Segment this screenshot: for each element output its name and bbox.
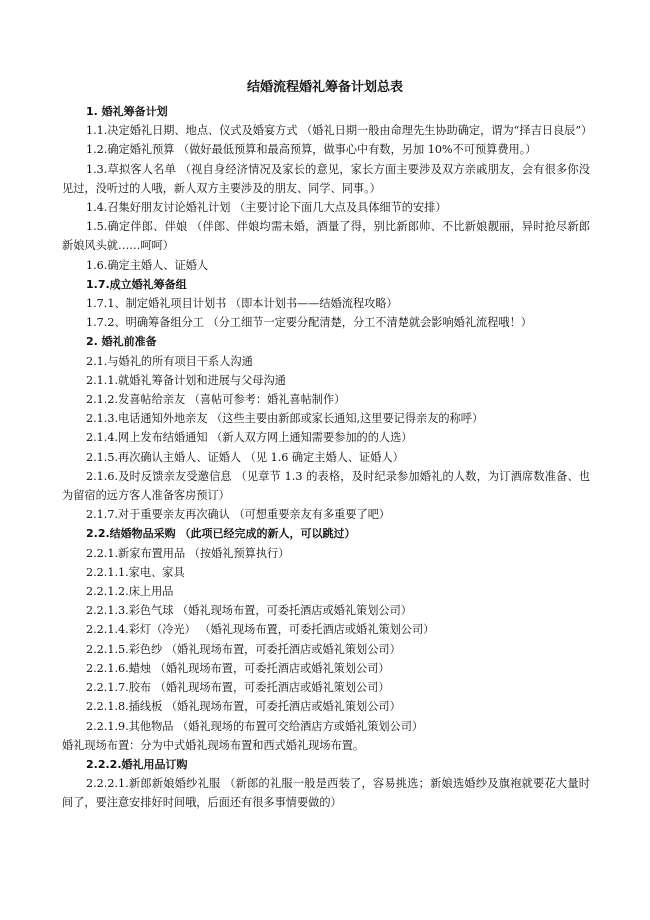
paragraph: 1.4.召集好朋友讨论婚礼计划 （主要讨论下面几大点及具体细节的安排） [86, 201, 447, 215]
paragraph: 2.2.1.2.床上用品 [86, 585, 174, 599]
paragraph: 1.2.确定婚礼预算 （做好最低预算和最高预算，做事心中有数，另加 10%不可预算费用。） [86, 143, 537, 157]
paragraph: 2.2.1.9.其他物品 （婚礼现场的布置可交给酒店方或婚礼策划公司） [86, 719, 424, 733]
paragraph: 2.2.1.6.蜡烛 （婚礼现场布置，可委托酒店或婚礼策划公司） [86, 661, 390, 675]
paragraph: 2.2.1.7.胶布 （婚礼现场布置，可委托酒店或婚礼策划公司） [86, 681, 390, 695]
paragraph: 2.1.2.发喜帖给亲友 （喜帖可参考：婚礼喜帖制作） [86, 393, 346, 407]
paragraph: 2.1.6.及时反馈亲友受邀信息 （见章节 1.3 的表格，及时纪录参加婚礼的人数，为订酒席数准备、也为留宿的远方客人准备客房预订） [62, 469, 590, 503]
document-body [62, 102, 593, 813]
paragraph: 2.2.1.3.彩色气球 （婚礼现场布置，可委托酒店或婚礼策划公司） [86, 604, 412, 618]
document-title: 结婚流程婚礼筹备计划总表 [246, 80, 403, 95]
paragraph: 1.3.草拟客人名单 （视自身经济情况及家长的意见，家长方面主要涉及双方亲戚朋友，会有很多你没见过，没听过的人哦，新人双方主要涉及的朋友、同学、同事。） [62, 162, 590, 195]
paragraph: 2.2.1.5.彩色纱 （婚礼现场布置，可委托酒店或婚礼策划公司） [86, 642, 401, 656]
paragraph: 2.1.1.就婚礼筹备计划和进展与父母沟通 [86, 373, 286, 387]
paragraph: 1.6.确定主婚人、证婚人 [86, 258, 209, 272]
section-heading: 2.2.结婚物品采购 （此项已经完成的新人，可以跳过） [86, 527, 356, 541]
paragraph: 1.5.确定伴郎、伴娘 （伴郎、伴娘均需未婚，酒量了得，别比新郎帅、不比新娘靓丽，异时抢尽新郎新娘风头就……呵呵） [62, 220, 590, 253]
paragraph: 2.2.1.8.插线板 （婚礼现场布置，可委托酒店或婚礼策划公司） [86, 700, 401, 714]
section-heading: 2.2.2.婚礼用品订购 [86, 757, 188, 771]
paragraph: 2.2.1.4.彩灯（冷光） （婚礼现场布置，可委托酒店或婚礼策划公司） [86, 623, 435, 637]
paragraph: 婚礼现场布置：分为中式婚礼现场布置和西式婚礼现场布置。 [62, 738, 365, 752]
paragraph: 2.1.5.再次确认主婚人、证婚人 （见 1.6 确定主婚人、证婚人） [86, 450, 404, 464]
paragraph: 2.1.4.网上发布结婚通知 （新人双方网上通知需要参加的的人选） [86, 431, 413, 445]
paragraph: 2.1.7.对于重要亲友再次确认 （可想重要亲友有多重要了吧） [86, 508, 391, 522]
paragraph: 1.1.决定婚礼日期、地点、仪式及婚宴方式 （婚礼日期一般由命理先生协助确定，谓为“择吉日良辰”） [86, 124, 593, 138]
section-heading: 1. 婚礼筹备计划 [86, 105, 168, 118]
paragraph: 2.2.1.1.家电、家具 [86, 565, 185, 579]
paragraph: 1.7.1、制定婚礼项目计划书 （即本计划书——结婚流程攻略） [86, 297, 398, 311]
section-heading: 1.7.成立婚礼筹备组 [86, 277, 187, 291]
paragraph: 2.2.2.1.新郎新娘婚纱礼服 （新郎的礼服一般是西装了，容易挑选；新娘选婚纱及旗袍就要花大量时间了，要注意安排好时间哦，后面还有很多事情要做的） [62, 777, 590, 810]
paragraph: 2.1.与婚礼的所有项目干系人沟通 [86, 354, 253, 368]
paragraph: 1.7.2、明确筹备组分工 （分工细节一定要分配清楚，分工不清楚就会影响婚礼流程哦！） [86, 316, 532, 330]
section-heading: 2. 婚礼前准备 [86, 335, 157, 349]
paragraph: 2.2.1.新家布置用品 （按婚礼预算执行） [86, 546, 290, 560]
paragraph: 2.1.3.电话通知外地亲友 （这些主要由新郎或家长通知,这里要记得亲友的称呼） [86, 412, 484, 426]
